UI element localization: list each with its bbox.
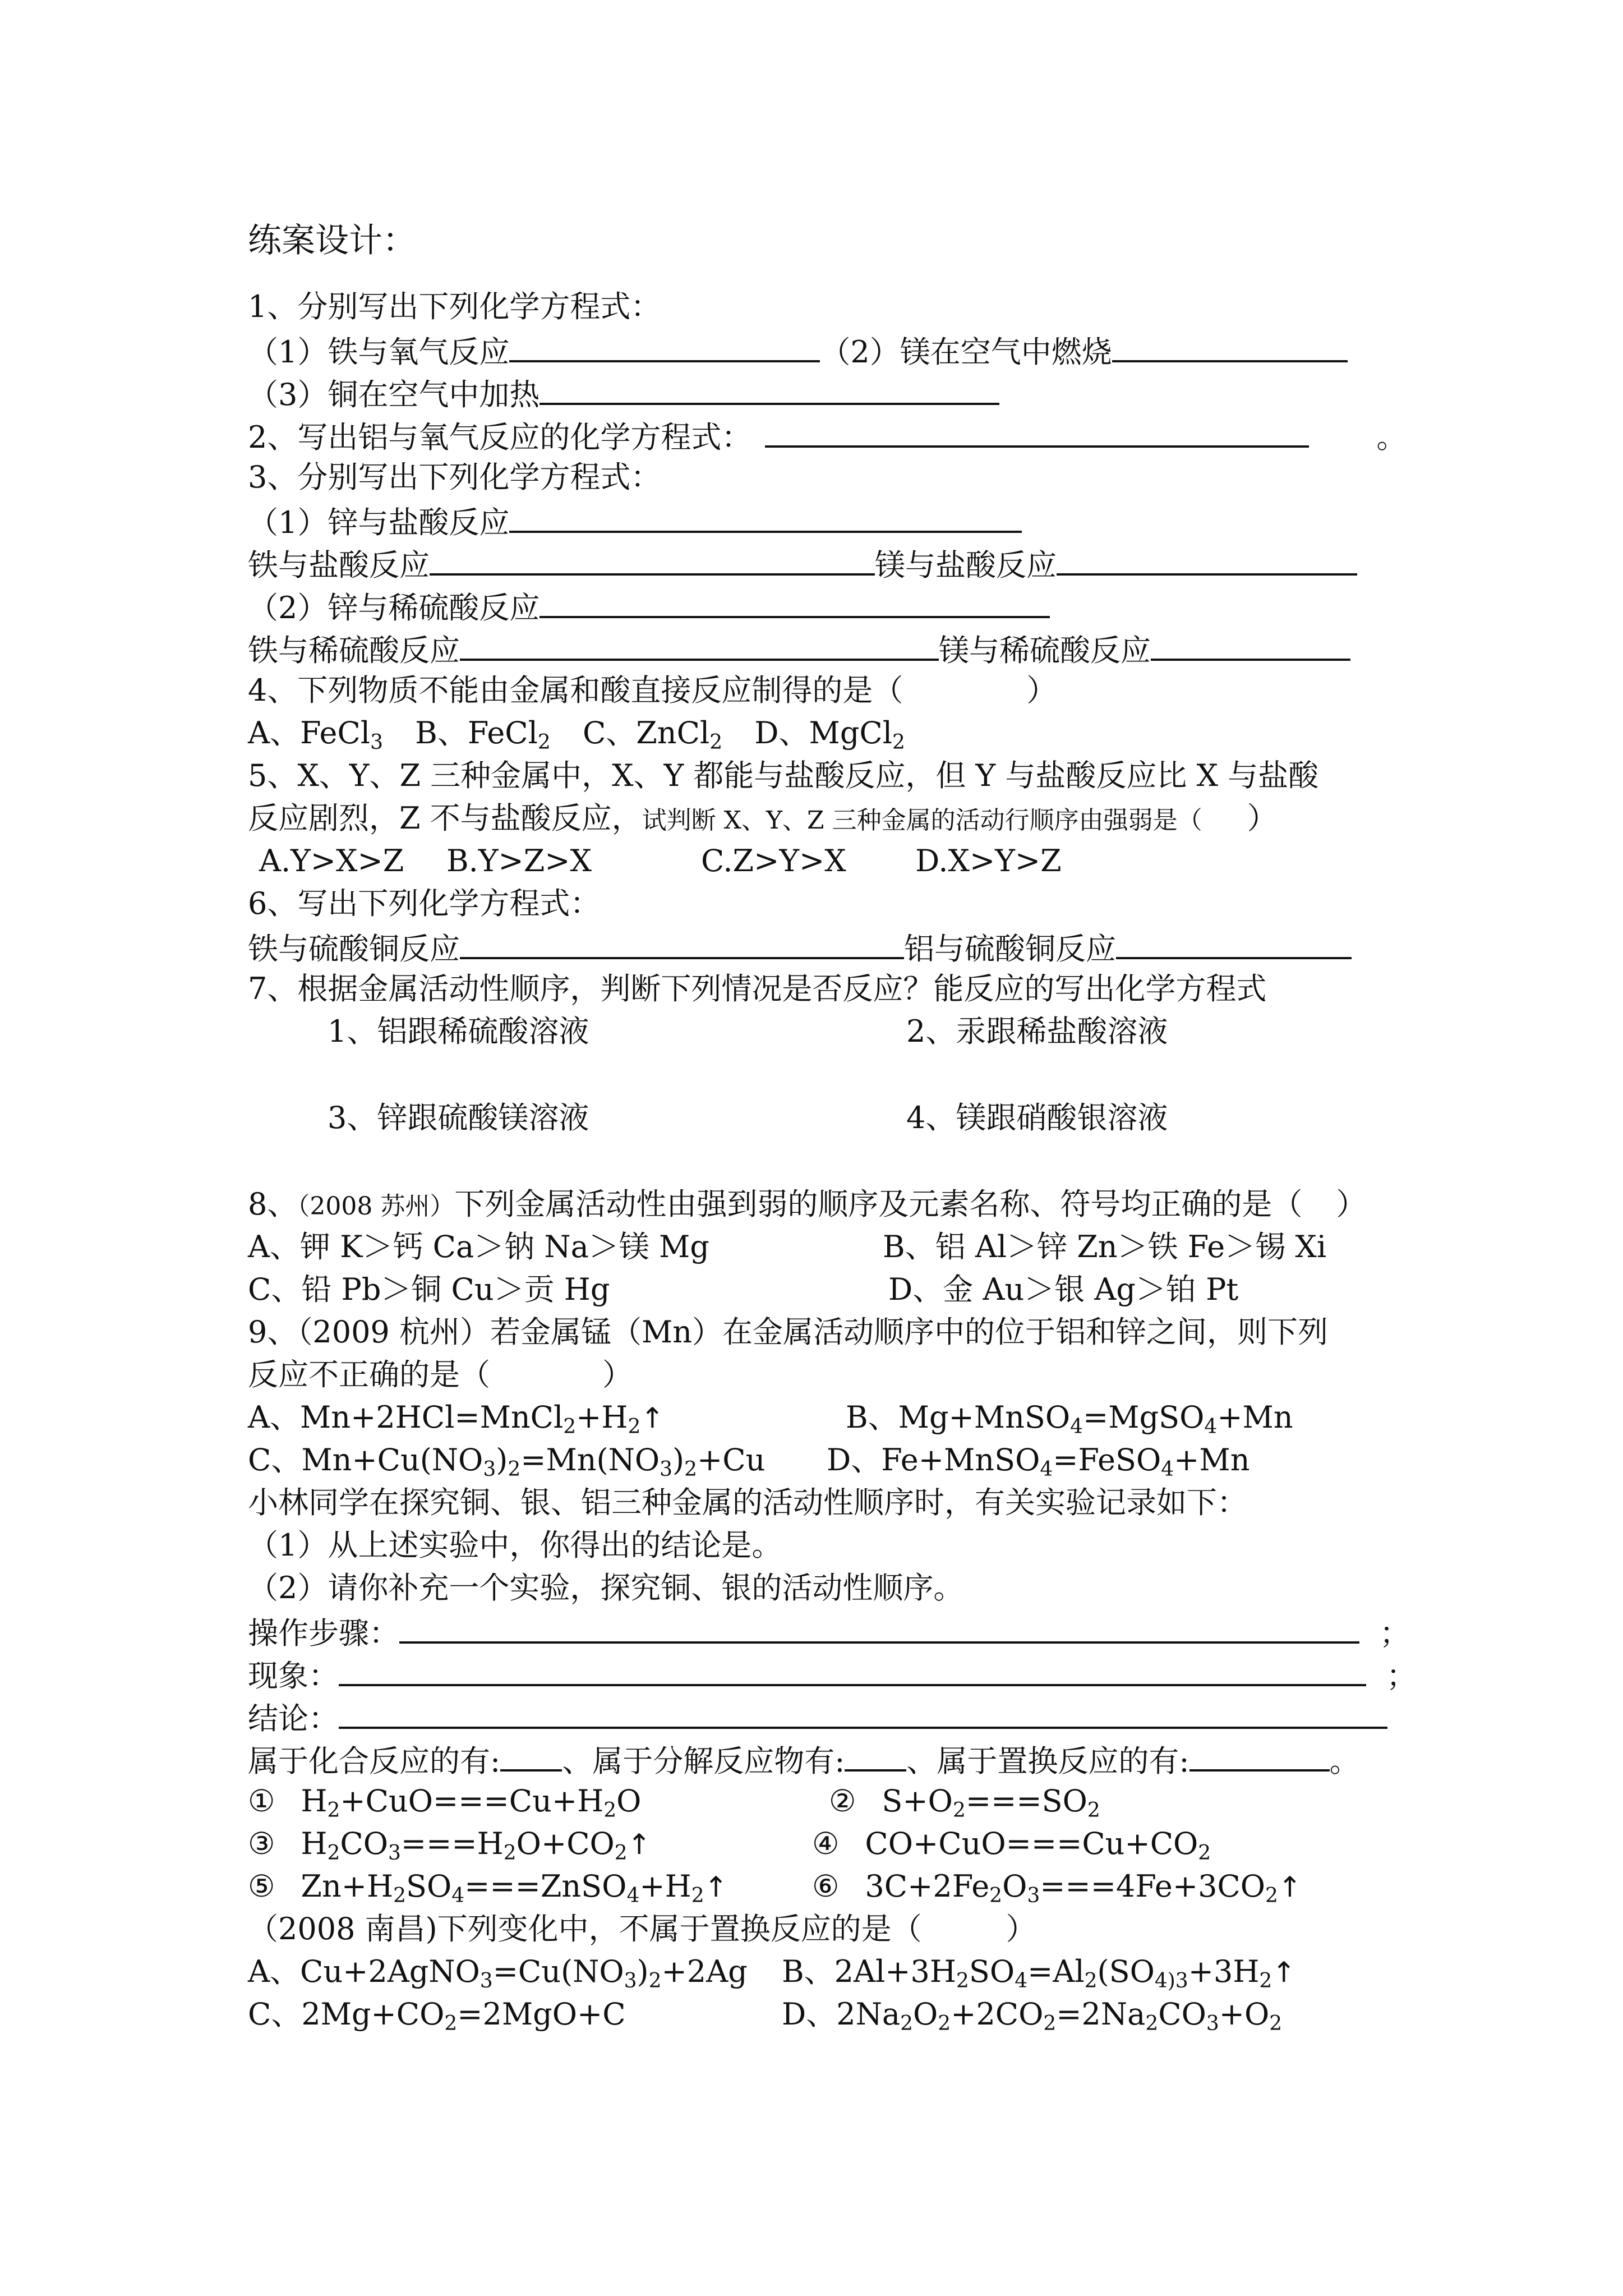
q4-options — [248, 712, 1414, 754]
q7-row2: 3、锌跟硫酸镁溶液 4、镁跟硝酸银溶液 — [328, 1100, 1168, 1135]
reaction-6: ⑥ $3C+2Fe_2O_3===4Fe+3CO_2↑$ — [812, 1869, 1302, 1907]
q3-line-e: 铁与稀硫酸反应 镁与稀硫酸反应 — [248, 627, 1414, 669]
phenomenon-blank[interactable] — [339, 1653, 1366, 1686]
title-text: 练案设计： — [248, 221, 416, 260]
up-arrow-icon: ↑ — [704, 1871, 728, 1903]
q3-line-a: （1）锌与盐酸反应 — [248, 499, 1414, 541]
q8-stem: 8、（2008 苏州）下列金属活动性由强到弱的顺序及元素名称、符号均正确的是（ ） — [248, 1186, 1367, 1222]
answer-blank[interactable] — [1116, 926, 1352, 959]
q1-line-c: （3）铜在空气中加热 — [248, 371, 1414, 413]
option-c[interactable]: C、$Mn+Cu(NO_3)_2=Mn(NO_3)_2+Cu$ — [248, 1442, 766, 1481]
page-title — [248, 220, 1414, 261]
displacement-blank[interactable] — [1189, 1738, 1330, 1772]
up-arrow-icon: ↑ — [1278, 1871, 1302, 1903]
reaction-3: ③ $H_2CO_3===H_2O+CO_2↑$ — [248, 1826, 651, 1865]
reaction-1: ① $H_2+CuO===Cu+H_2O$ — [248, 1783, 642, 1822]
option-d[interactable]: D、$2Na_2O_2+2CO_2=2Na_2CO_3+O_2$ — [782, 1996, 1283, 2035]
q12-stem: （2008 南昌)下列变化中，不属于置换反应的是（ ） — [248, 1911, 1036, 1947]
q7-row1: 1、铝跟稀硫酸溶液 2、汞跟稀盐酸溶液 — [328, 1014, 1168, 1049]
q9-line1: 9、（2009 杭州）若金属锰（Mn）在金属活动顺序中的位于铝和锌之间，则下列 — [248, 1314, 1329, 1350]
q11-stem: 属于化合反应的有: 、属于分解反应物有: 、属于置换反应的有: 。 — [248, 1738, 1414, 1779]
q8-options-2 — [248, 1269, 1414, 1310]
answer-blank[interactable] — [1112, 329, 1348, 362]
answer-blank[interactable] — [765, 414, 1309, 448]
answer-blank[interactable] — [430, 542, 875, 576]
option-b[interactable]: B、FeCl$_2$ — [415, 715, 551, 754]
up-arrow-icon: ↑ — [640, 1402, 665, 1434]
q3-stem: 3、分别写出下列化学方程式： — [248, 459, 661, 495]
q10-line3: （2）请你补充一个实验，探究铜、银的活动性顺序。 — [248, 1570, 964, 1605]
q11-row1 — [248, 1780, 1414, 1822]
q11-row2 — [248, 1823, 1414, 1865]
answer-blank[interactable] — [509, 329, 820, 362]
q5-line2: 反应剧烈，Z 不与盐酸反应，试判断 X、Y、Z 三种金属的活动行顺序由强弱是（ ） — [248, 800, 1278, 836]
combination-blank[interactable] — [500, 1738, 562, 1772]
reaction-2: ② $S+O_2===SO_2$ — [829, 1783, 1100, 1822]
answer-blank[interactable] — [540, 371, 999, 405]
option-c[interactable]: C.Z>Y>X — [701, 843, 846, 878]
q10-line1: 小林同学在探究铜、银、铝三种金属的活动性顺序时，有关实验记录如下： — [248, 1485, 1247, 1520]
q9-line2: 反应不正确的是（ ） — [248, 1357, 633, 1392]
reaction-5: ⑤ $Zn+H_2SO_4===ZnSO_4+H_2↑$ — [248, 1869, 728, 1907]
q12-options-2 — [248, 1994, 1414, 2035]
operation-blank[interactable] — [399, 1610, 1359, 1644]
conclusion-blank[interactable] — [339, 1695, 1387, 1729]
q6-stem: 6、写出下列化学方程式： — [248, 886, 601, 921]
option-c[interactable]: C、铅 Pb＞铜 Cu＞贡 Hg — [248, 1272, 610, 1307]
q9-options-2 — [248, 1439, 1414, 1481]
q10-operation: 操作步骤： ； — [248, 1610, 1414, 1651]
q3-line-d: （2）锌与稀硫酸反应 — [248, 585, 1414, 626]
option-a[interactable]: A、$Mn+2HCl=MnCl_2+H_2↑$ — [248, 1400, 665, 1438]
q9-options-1 — [248, 1397, 1414, 1438]
option-a[interactable]: A.Y>X>Z — [259, 843, 404, 878]
answer-blank[interactable] — [460, 627, 939, 661]
answer-blank[interactable] — [1057, 542, 1357, 576]
up-arrow-icon: ↑ — [627, 1828, 651, 1861]
option-b[interactable]: B、$2Al+3H_2SO_4=Al_2(SO_{4)3}+3H_2↑$ — [782, 1954, 1296, 1993]
up-arrow-icon: ↑ — [1272, 1956, 1296, 1989]
option-a[interactable]: A、钾 K＞钙 Ca＞钠 Na＞镁 Mg — [248, 1229, 709, 1264]
q12-options-1 — [248, 1951, 1414, 1993]
q4-stem: 4、下列物质不能由金属和酸直接反应制得的是（ ） — [248, 673, 1057, 708]
q10-line2: （1）从上述实验中，你得出的结论是。 — [248, 1527, 782, 1563]
option-a[interactable]: A、$Cu+2AgNO_3=Cu(NO_3)_2+2Ag$ — [248, 1954, 748, 1993]
option-d[interactable]: D.X>Y>Z — [915, 843, 1062, 878]
option-b[interactable]: B、Mg+MnSO$_4$=MgSO$_4$+Mn — [846, 1400, 1293, 1438]
q10-conclusion: 结论： — [248, 1695, 1414, 1737]
option-b[interactable]: B、铝 Al＞锌 Zn＞铁 Fe＞锡 Xi — [883, 1229, 1327, 1264]
q10-phenomenon: 现象： ； — [248, 1653, 1414, 1694]
decomposition-blank[interactable] — [845, 1738, 906, 1772]
reaction-4: ④ $CO+CuO===Cu+CO_2$ — [812, 1826, 1211, 1865]
answer-blank[interactable] — [540, 585, 1050, 618]
q7-stem: 7、根据金属活动性顺序，判断下列情况是否反应？能反应的写出化学方程式 — [248, 971, 1267, 1006]
q11-row3 — [248, 1866, 1414, 1907]
q5-options — [248, 840, 1414, 882]
option-a[interactable]: A、FeCl$_3$ — [248, 715, 383, 754]
q6-line: 铁与硫酸铜反应 铝与硫酸铜反应 — [248, 926, 1414, 967]
q1-stem: 1、分别写出下列化学方程式： — [248, 289, 661, 324]
answer-blank[interactable] — [1151, 627, 1350, 661]
q5-line1: 5、X、Y、Z 三种金属中，X、Y 都能与盐酸反应，但 Y 与盐酸反应比 X 与盐酸 — [248, 758, 1319, 793]
q3-line-b: 铁与盐酸反应 镁与盐酸反应 — [248, 542, 1414, 583]
q1-line-a: （1）铁与氧气反应 （2）镁在空气中燃烧 — [248, 329, 1414, 370]
option-d[interactable]: D、MgCl$_2$ — [754, 715, 905, 754]
answer-blank[interactable] — [460, 926, 904, 959]
option-b[interactable]: B.Y>Z>X — [446, 843, 592, 878]
q8-options-1 — [248, 1226, 1414, 1268]
option-d[interactable]: D、Fe+MnSO$_4$=FeSO$_4$+Mn — [827, 1442, 1250, 1481]
answer-blank[interactable] — [509, 499, 1022, 533]
q2-line: 2、写出铝与氧气反应的化学方程式： 。 — [248, 414, 1414, 455]
option-c[interactable]: C、ZnCl$_2$ — [582, 715, 723, 754]
option-d[interactable]: D、金 Au＞银 Ag＞铂 Pt — [888, 1272, 1239, 1307]
option-c[interactable]: C、$2Mg+CO_2=2MgO+C$ — [248, 1996, 626, 2035]
